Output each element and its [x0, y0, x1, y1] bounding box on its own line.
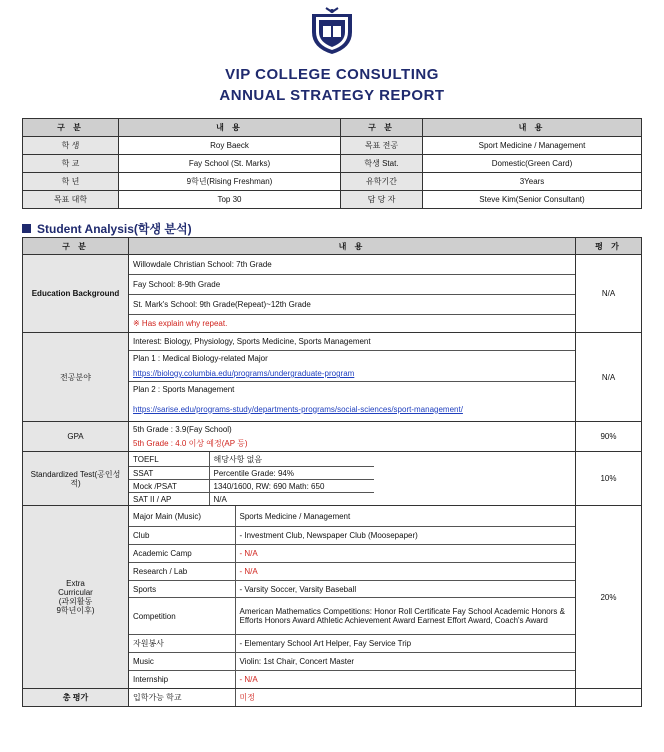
major-row	[23, 333, 642, 422]
major-content	[129, 333, 576, 422]
extra-content	[129, 506, 576, 689]
info-label: 목표 대학	[23, 191, 119, 209]
activity-detail: - Elementary School Art Helper, Fay Service Trip	[235, 635, 575, 653]
section-heading	[22, 220, 192, 237]
activity-detail: - N/A	[239, 675, 258, 684]
activity-type: Music	[129, 653, 235, 671]
extra-label-line: Extra	[66, 579, 85, 588]
info-header-cell: 내 용	[423, 119, 642, 137]
info-row-school	[23, 155, 642, 173]
extra-grade: 20%	[576, 506, 642, 689]
activity-detail: - Varsity Soccer, Varsity Baseball	[235, 581, 575, 598]
info-row-target	[23, 191, 642, 209]
activity-type: Academic Camp	[129, 545, 235, 563]
extra-row	[23, 506, 642, 689]
major-grade: N/A	[576, 333, 642, 422]
activity-type: Competition	[129, 598, 235, 635]
report-title-line1: VIP COLLEGE CONSULTING	[225, 66, 439, 83]
extra-label-line: 9학년이후)	[56, 606, 95, 615]
tests-grade: 10%	[576, 452, 642, 506]
activity-type: Sports	[129, 581, 235, 598]
major-plan2: Plan 2 : Sports Management	[133, 385, 235, 394]
test-name: Mock /PSAT	[129, 480, 209, 493]
major-label: 전공분야	[23, 333, 129, 422]
major-plan2-link[interactable]: https://sarise.edu/programs-study/departments-programs/social-sciences/sport-management/	[133, 404, 463, 414]
info-label: 학 년	[23, 173, 119, 191]
activity-type: Major Main (Music)	[129, 506, 235, 527]
overall-label: 총 평가	[23, 689, 129, 707]
analysis-header-cell: 평 가	[576, 238, 642, 255]
activity-type: Internship	[129, 671, 235, 689]
major-plan1: Plan 1 : Medical Biology-related Major	[133, 354, 268, 363]
info-header-cell: 내 용	[119, 119, 341, 137]
overall-grade	[576, 689, 642, 707]
student-info-table	[22, 118, 642, 209]
education-note: ※ Has explain why repeat.	[133, 319, 228, 328]
info-value: 9학년(Rising Freshman)	[119, 173, 341, 191]
extra-label	[23, 506, 129, 689]
overall-table	[129, 689, 575, 706]
info-value: Domestic(Green Card)	[423, 155, 642, 173]
test-score: 1340/1600, RW: 690 Math: 650	[209, 480, 374, 493]
info-label: 학 생	[23, 137, 119, 155]
gpa-lines	[129, 422, 575, 451]
activity-detail: - Investment Club, Newspaper Club (Moosepaper)	[235, 527, 575, 545]
gpa-row	[23, 422, 642, 452]
test-score: Percentile Grade: 94%	[209, 467, 374, 480]
info-label: 유학기간	[341, 173, 423, 191]
major-plan1-link[interactable]: https://biology.columbia.edu/programs/undergraduate-program	[129, 366, 575, 382]
analysis-header-row	[23, 238, 642, 255]
info-value: 3Years	[423, 173, 642, 191]
analysis-header-cell: 구 분	[23, 238, 129, 255]
info-label: 목표 전공	[341, 137, 423, 155]
education-line: Fay School: 8-9th Grade	[129, 275, 575, 295]
student-analysis-table	[22, 237, 642, 707]
info-header-row	[23, 119, 642, 137]
info-header-cell: 구 분	[23, 119, 119, 137]
major-lines	[129, 333, 575, 421]
gpa-grade: 90%	[576, 422, 642, 452]
extra-table	[129, 506, 575, 688]
info-value: Top 30	[119, 191, 341, 209]
report-title-line2: ANNUAL STRATEGY REPORT	[219, 87, 445, 104]
education-label: Education Background	[23, 255, 129, 333]
extra-label-line: (과외활동	[58, 597, 93, 606]
overall-row	[23, 689, 642, 707]
activity-detail: - N/A	[235, 563, 575, 581]
test-name: TOEFL	[129, 452, 209, 467]
info-value: Steve Kim(Senior Consultant)	[423, 191, 642, 209]
activity-detail: - N/A	[235, 545, 575, 563]
test-name: SSAT	[129, 467, 209, 480]
info-label: 학 교	[23, 155, 119, 173]
education-line: Willowdale Christian School: 7th Grade	[129, 255, 575, 275]
gpa-label: GPA	[23, 422, 129, 452]
tests-content	[129, 452, 576, 506]
extra-label-line: Curricular	[58, 588, 93, 597]
overall-sub-label: 입학가능 학교	[129, 689, 235, 706]
major-interest: Interest: Biology, Physiology, Sports Medicine, Sports Management	[129, 333, 575, 351]
education-lines	[129, 255, 575, 332]
activity-detail: Sports Medicine / Management	[235, 506, 575, 527]
activity-type: Research / Lab	[129, 563, 235, 581]
info-header-cell: 구 분	[341, 119, 423, 137]
analysis-header-cell: 내 용	[129, 238, 576, 255]
activity-type: 자원봉사	[129, 635, 235, 653]
info-label: 학생 Stat.	[341, 155, 423, 173]
test-name: SAT II / AP	[129, 493, 209, 506]
gpa-line: 5th Grade : 3.9(Fay School)	[133, 424, 232, 434]
info-row-grade	[23, 173, 642, 191]
info-label: 담 당 자	[341, 191, 423, 209]
overall-value: 미정	[239, 693, 255, 702]
education-row	[23, 255, 642, 333]
gpa-content	[129, 422, 576, 452]
overall-content	[129, 689, 576, 707]
info-value: Sport Medicine / Management	[423, 137, 642, 155]
info-row-student	[23, 137, 642, 155]
section-title: Student Analysis(학생 분석)	[37, 222, 192, 236]
test-score: N/A	[213, 494, 227, 504]
square-bullet-icon	[22, 224, 31, 233]
test-score: 해당사항 없음	[209, 452, 374, 467]
tests-row	[23, 452, 642, 506]
activity-detail: Violin: 1st Chair, Concert Master	[235, 653, 575, 671]
education-grade: N/A	[576, 255, 642, 333]
education-content	[129, 255, 576, 333]
tests-label: Standardized Test(공인성적)	[23, 452, 129, 506]
education-line: St. Mark's School: 9th Grade(Repeat)~12th Grade	[129, 295, 575, 315]
tests-table	[129, 452, 374, 505]
activity-detail: American Mathematics Competitions: Honor Roll Certificate Fay School Academic Honors & Efforts Honors Award Athletic Achievement Award Earnest Effort Award, Coach's Award	[235, 598, 575, 635]
activity-type: Club	[129, 527, 235, 545]
college-crest-icon	[306, 6, 358, 56]
gpa-line-expected: 5th Grade : 4.0 이상 예정(AP 등)	[133, 439, 248, 448]
info-value: Fay School (St. Marks)	[119, 155, 341, 173]
info-value: Roy Baeck	[119, 137, 341, 155]
